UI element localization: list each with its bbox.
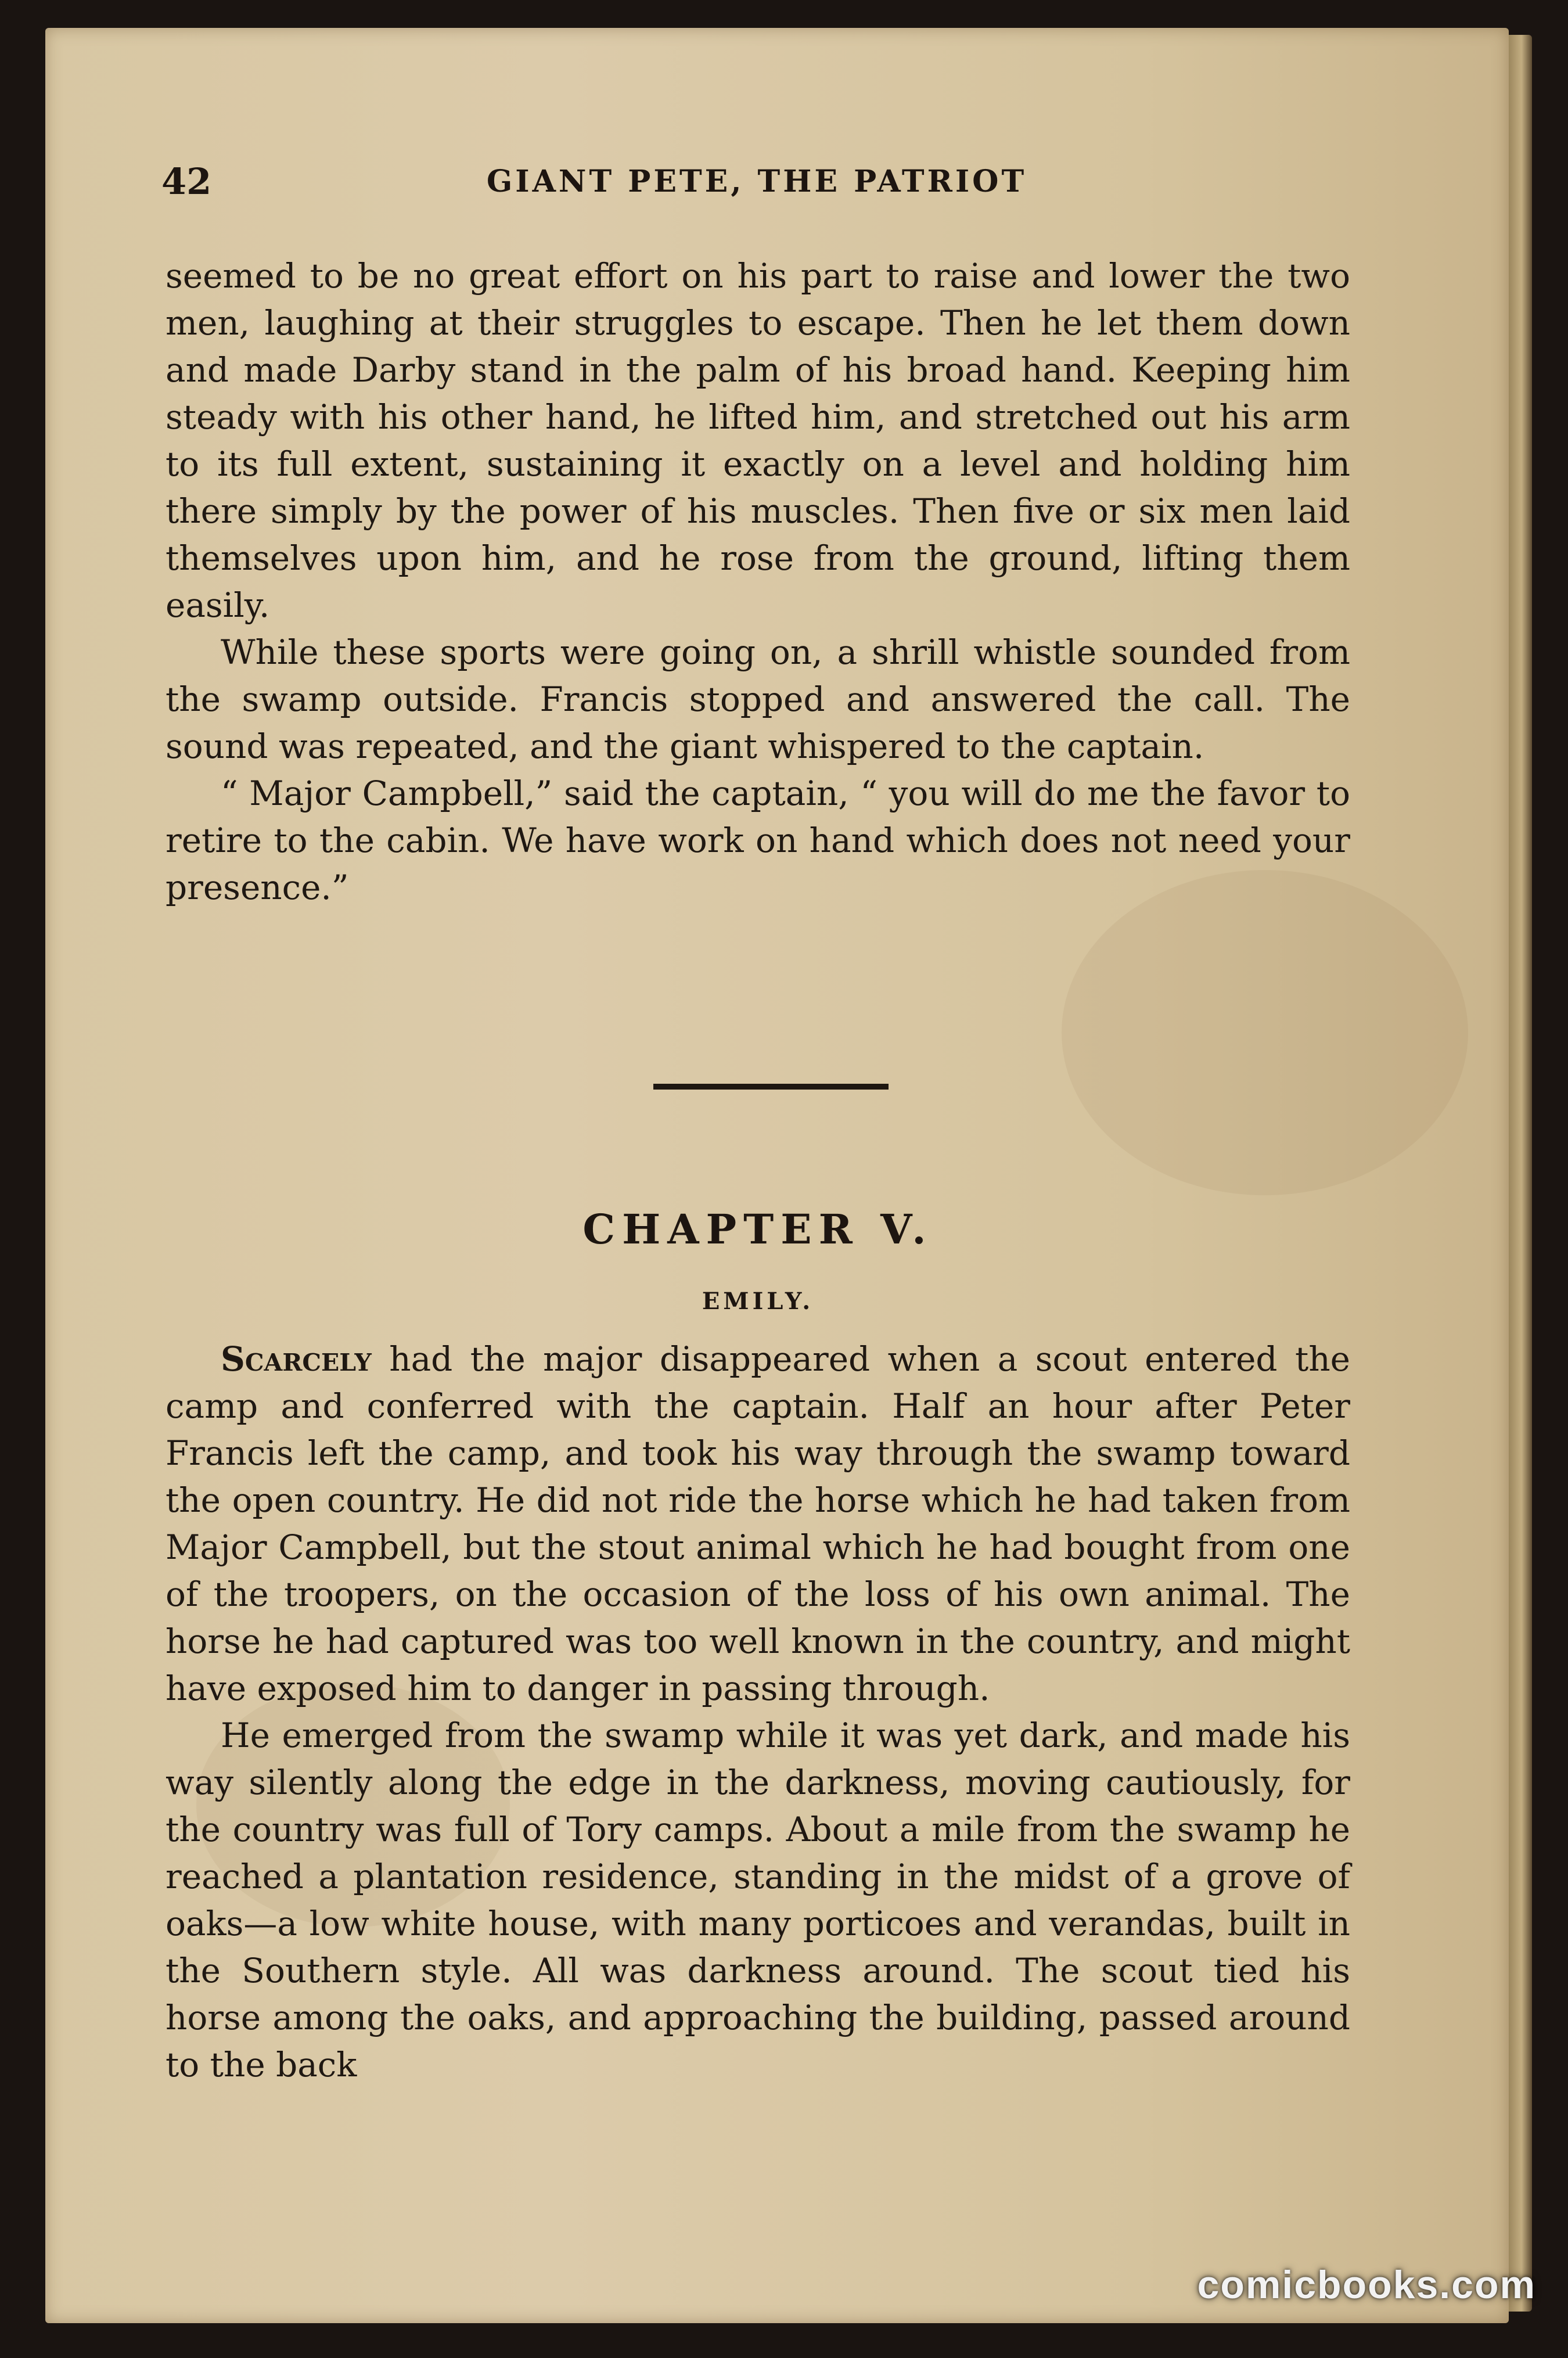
watermark: comicbooks.com xyxy=(1197,2263,1536,2307)
page-header xyxy=(161,156,1352,208)
paragraph: While these sports were going on, a shrill whistle sounded from the swamp outside. Francis stopped and answered the call. The sound was repeated, and the giant whispered to the captain. xyxy=(166,632,1350,766)
paragraph xyxy=(166,1336,1350,1712)
chapter-divider xyxy=(653,1084,889,1090)
page-edge xyxy=(1509,35,1532,2312)
text-block-top xyxy=(166,253,1350,911)
paragraph: seemed to be no great effort on his part to raise and lower the two men, laughing at their struggles to escape. Then he let them down and made Darby stand in the palm of his broad hand. Keeping him steady with his other hand, he lifted him, and stretched out his arm to its full extent, sustaining it exactly on a level and holding him there simply by the power of his muscles. Then five or six men laid themselves upon him, and he rose from the ground, lifting them easily. xyxy=(166,256,1350,625)
paragraph: “ Major Campbell,” said the captain, “ you will do me the favor to retire to the cabin. We have work on hand which does not need your presence.” xyxy=(166,774,1350,907)
text-block-bottom xyxy=(166,1336,1350,2089)
running-head: GIANT PETE, THE PATRIOT xyxy=(486,164,1027,199)
paragraph-text: had the major disappeared when a scout entered the camp and conferred with the captain. Half an hour after Peter Francis left the camp, and took his way through the swamp toward the open country. He did not ride the horse which he had taken from Major Campbell, but the stout animal which he had bought from one of the troopers, on the occasion of the loss of his own animal. The horse he had captured was too well known in the country, and might have exposed him to danger in passing through. xyxy=(166,1339,1350,1708)
chapter-title: CHAPTER V. xyxy=(582,1205,933,1253)
paragraph: He emerged from the swamp while it was yet dark, and made his way silently along the edge in the darkness, moving cautiously, for the country was full of Tory camps. About a mile from the swamp he reached a plantation residence, standing in the midst of a grove of oaks—a low white house, with many porticoes and verandas, built in the Southern style. All was darkness around. The scout tied his horse among the oaks, and approaching the building, passed around to the back xyxy=(166,1716,1350,2084)
page-number: 42 xyxy=(161,160,212,203)
lead-word: Scarcely xyxy=(221,1339,372,1379)
chapter-subtitle: EMILY. xyxy=(702,1288,814,1315)
paper-stain xyxy=(1062,870,1468,1195)
